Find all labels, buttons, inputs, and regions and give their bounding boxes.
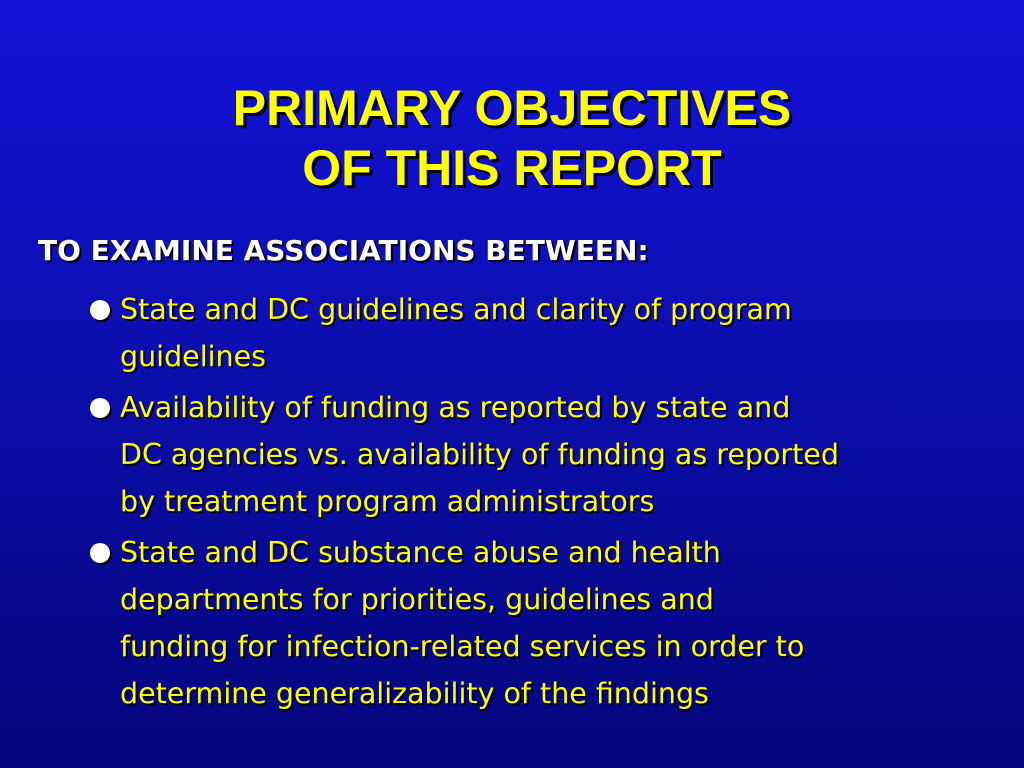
section-heading: TO EXAMINE ASSOCIATIONS BETWEEN: — [38, 234, 649, 267]
bullet-text: State and DC substance abuse and health departments for priorities, guidelines and funding for infection-related services in order to determine generalizability of the findings — [120, 536, 805, 710]
bullet-item — [88, 286, 1008, 380]
bullet-text: Availability of funding as reported by state and DC agencies vs. availability of funding as reported by treatment program administrators — [120, 391, 839, 518]
bullet-list — [88, 286, 1008, 721]
bullet-text: State and DC guidelines and clarity of program guidelines — [120, 293, 792, 373]
bullet-icon — [90, 543, 110, 563]
title-line-2: OF THIS REPORT — [302, 139, 722, 196]
bullet-icon — [90, 398, 110, 418]
title-line-1: PRIMARY OBJECTIVES — [232, 79, 792, 136]
bullet-item — [88, 384, 1008, 525]
bullet-item — [88, 529, 1008, 717]
bullet-icon — [90, 300, 110, 320]
slide-title — [0, 78, 1024, 198]
